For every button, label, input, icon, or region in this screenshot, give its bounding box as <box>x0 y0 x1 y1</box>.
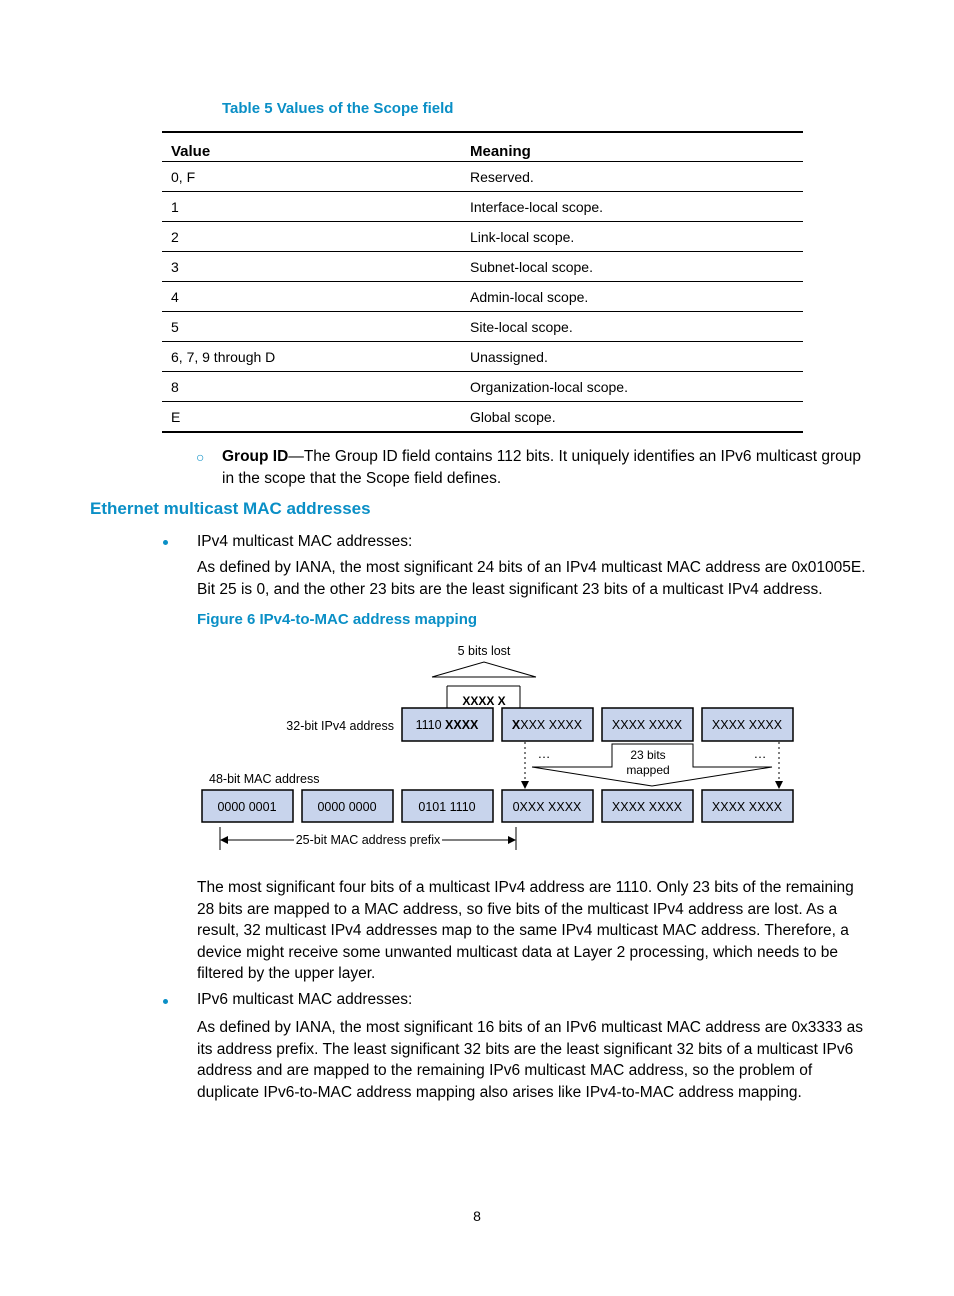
section-heading: Ethernet multicast MAC addresses <box>90 499 371 518</box>
mac-byte-1-text: 0000 0001 <box>217 800 277 814</box>
cell-value: 2 <box>162 222 461 252</box>
cell-meaning: Unassigned. <box>461 342 803 372</box>
ipv4-byte-2-text <box>512 718 583 732</box>
cell-value: E <box>162 402 461 433</box>
cell-value: 1 <box>162 192 461 222</box>
mac-address-label: 48-bit MAC address <box>209 772 320 786</box>
ipv4-item: IPv4 multicast MAC addresses: <box>197 533 413 550</box>
column-header-meaning: Meaning <box>470 143 531 160</box>
mac-byte-6-text: XXXX XXXX <box>711 800 783 814</box>
cell-value: 8 <box>162 372 461 402</box>
ipv4-byte-4-text: XXXX XXXX <box>711 718 783 732</box>
page-number: 8 <box>473 1208 481 1224</box>
ipv6-item: IPv6 multicast MAC addresses: <box>197 991 413 1008</box>
cell-value: 4 <box>162 282 461 312</box>
figure-caption: Figure 6 IPv4-to-MAC address mapping <box>197 611 478 628</box>
mac-byte-2-text: 0000 0000 <box>317 800 377 814</box>
cell-meaning: Subnet-local scope. <box>461 252 803 282</box>
cell-meaning: Organization-local scope. <box>461 372 803 402</box>
ipv4-byte-1-prefix: 1110 <box>415 718 446 732</box>
ipv4-explanation-paragraph: The most significant four bits of a multicast IPv4 address are 1110. Only 23 bits of the remaining 28 bits are mapped to a MAC address, so five bits of the multicast IPv4 address are lost. As a result, 32 multicast IPv4 addresses map to the same IPv4 multicast MAC address. Therefore, a device might receive some unwanted multicast data at Layer 2 processing, which needs to be filtered by the upper layer. <box>197 879 854 982</box>
table-caption: Table 5 Values of the Scope field <box>222 100 454 117</box>
prefix-label: 25-bit MAC address prefix <box>295 833 441 847</box>
cell-meaning: Global scope. <box>461 402 803 433</box>
group-id-text: —The Group ID field contains 112 bits. It uniquely identifies an IPv6 multicast group in the scope that the Scope field defines. <box>222 448 861 487</box>
ipv4-address-label: 32-bit IPv4 address <box>286 719 394 733</box>
ipv4-paragraph: As defined by IANA, the most significant 24 bits of an IPv4 multicast MAC address are 0x01005E. Bit 25 is 0, and the other 23 bits are the least significant 23 bits of a multicast IPv4 address. <box>197 559 866 598</box>
cell-meaning: Admin-local scope. <box>461 282 803 312</box>
circle-bullet-icon: ○ <box>196 449 205 465</box>
ipv4-byte-2-rest: XXX XXXX <box>520 718 583 732</box>
cell-value: 3 <box>162 252 461 282</box>
ipv4-byte-1-text <box>416 718 479 732</box>
group-id-term: Group ID <box>222 448 289 465</box>
ellipsis-right: … <box>753 746 767 761</box>
bullet-dot-icon <box>163 999 168 1004</box>
mapped-label-line1: 23 bits <box>630 748 666 762</box>
lost-bits-text: XXXX X <box>462 694 506 708</box>
ipv4-byte-3-text: XXXX XXXX <box>611 718 683 732</box>
lost-bracket <box>432 662 536 677</box>
ipv6-paragraph: As defined by IANA, the most significant 16 bits of an IPv6 multicast MAC address are 0x3333 as its address prefix. The least significant 32 bits are the least significant 32 bits of a multicast IPv6 address and are mapped to the remaining IPv6 multicast MAC address, so the problem of duplicate IPv6-to-MAC address mapping also arises like IPv4-to-MAC address mapping. <box>197 1019 863 1101</box>
mac-byte-5-text: XXXX XXXX <box>611 800 683 814</box>
cell-value: 0, F <box>162 162 461 192</box>
cell-meaning: Interface-local scope. <box>461 192 803 222</box>
ellipsis-left: … <box>537 746 551 761</box>
mapped-label-line2: mapped <box>626 763 670 777</box>
ipv4-byte-2-bold: X <box>511 718 521 732</box>
column-header-value: Value <box>171 143 211 160</box>
cell-value: 6, 7, 9 through D <box>162 342 461 372</box>
cell-meaning: Link-local scope. <box>461 222 803 252</box>
mac-byte-3-text: 0101 1110 <box>418 800 476 814</box>
mac-byte-4-text: 0XXX XXXX <box>512 800 582 814</box>
cell-meaning: Site-local scope. <box>461 312 803 342</box>
cell-meaning: Reserved. <box>461 162 803 192</box>
ipv4-byte-1-bold: XXXX <box>445 718 479 732</box>
bits-lost-label: 5 bits lost <box>457 644 511 658</box>
cell-value: 5 <box>162 312 461 342</box>
